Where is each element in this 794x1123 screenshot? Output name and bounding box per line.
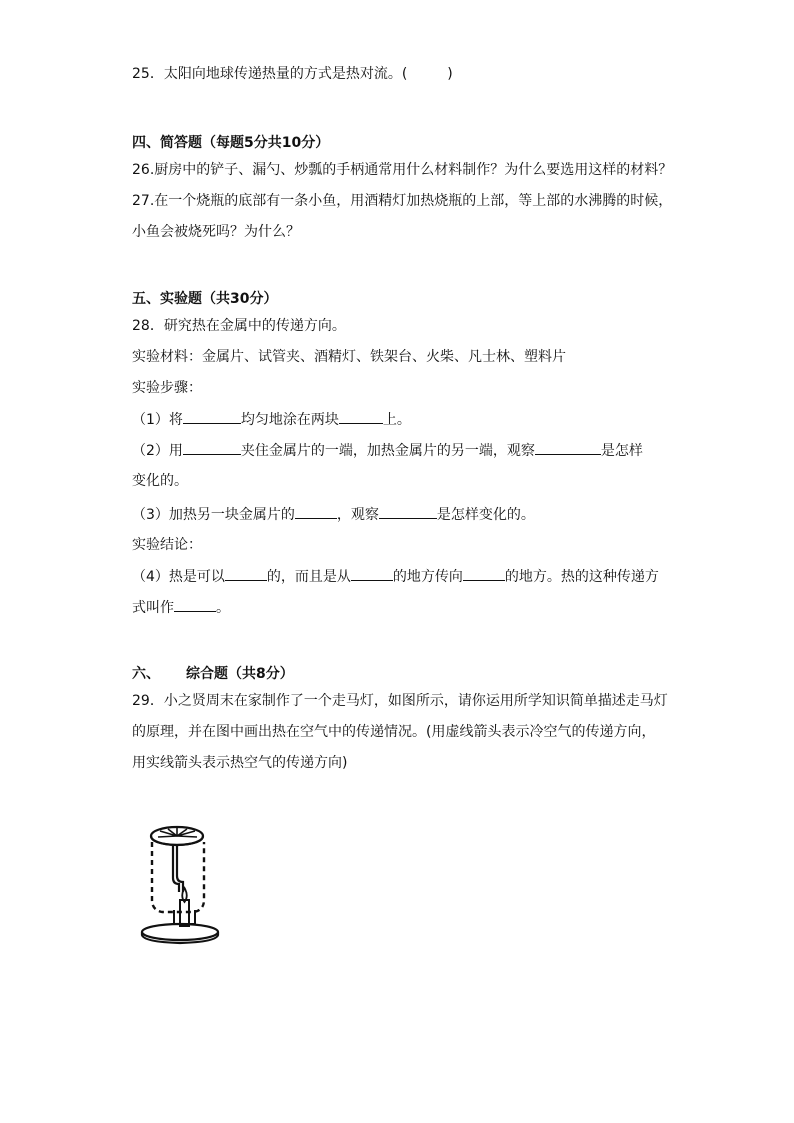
step-2-text-c: 是怎样 [600,443,643,459]
fill-blank [535,440,601,455]
step-4-text-b: 的，而且是从 [266,569,351,585]
fill-blank [339,409,383,424]
fill-blank [225,566,267,581]
experiment-conclusion-label: 实验结论： [132,537,202,553]
step-1-text-b: 均匀地涂在两块 [240,412,339,428]
section-6-title [132,664,294,684]
section-6-number: 六、 [132,666,160,682]
question-27-line-1: 27.在一个烧瓶的底部有一条小鱼，用酒精灯加热烧瓶的上部，等上部的水沸腾的时候， [132,193,673,209]
step-2-text-a: （2）用 [132,443,183,459]
step-2-text-b: 夹住金属片的一端，加热金属片的另一端，观察 [240,443,535,459]
revolving-lantern-figure [140,818,220,948]
question-25 [132,64,453,84]
section-4-title: 四、简答题（每题5分共10分） [132,135,330,151]
section-5-title: 五、实验题（共30分） [132,291,278,307]
step-4-text-c: 的地方传向 [392,569,463,585]
question-29-line-3: 用实线箭头表示热空气的传递方向) [132,755,348,771]
step-1 [132,409,411,430]
fill-blank [174,597,216,612]
step-4-text-f: 。 [216,600,230,616]
question-28: 28．研究热在金属中的传递方向。 [132,318,346,334]
experiment-materials: 实验材料：金属片、试管夹、酒精灯、铁架台、火柴、凡士林、塑料片 [132,349,566,365]
step-3-text-c: 是怎样变化的。 [436,507,535,523]
fill-blank [295,504,337,519]
step-4-text-e: 式叫作 [132,600,174,616]
step-1-text-c: 上。 [382,412,411,428]
question-25-text: 25．太阳向地球传递热量的方式是热对流。( [132,66,408,82]
question-27-line-2: 小鱼会被烧死吗？为什么？ [132,224,300,240]
question-26: 26.厨房中的铲子、漏勺、炒瓢的手柄通常用什么材料制作？为什么要选用这样的材料？ [132,162,673,178]
step-3 [132,504,535,525]
section-6-title-text: 综合题（共8分） [186,666,294,682]
step-4-continued [132,597,230,618]
step-4-text-a: （4）热是可以 [132,569,225,585]
experiment-steps-label: 实验步骤： [132,380,202,396]
fill-blank [351,566,393,581]
question-25-close: ) [447,66,453,82]
step-4 [132,566,659,587]
fill-blank [379,504,437,519]
step-3-text-b: ，观察 [336,507,379,523]
step-2 [132,440,643,461]
question-29-line-2: 的原理，并在图中画出热在空气中的传递情况。(用虚线箭头表示冷空气的传递方向， [132,724,656,740]
fill-blank [183,409,241,424]
question-29-line-1: 29．小之贤周末在家制作了一个走马灯，如图所示，请你运用所学知识简单描述走马灯 [132,693,668,709]
fill-blank [183,440,241,455]
step-2-continued: 变化的。 [132,473,188,489]
fill-blank [463,566,505,581]
step-4-text-d: 的地方。热的这种传递方 [504,569,659,585]
step-3-text-a: （3）加热另一块金属片的 [132,507,295,523]
step-1-text-a: （1）将 [132,412,183,428]
